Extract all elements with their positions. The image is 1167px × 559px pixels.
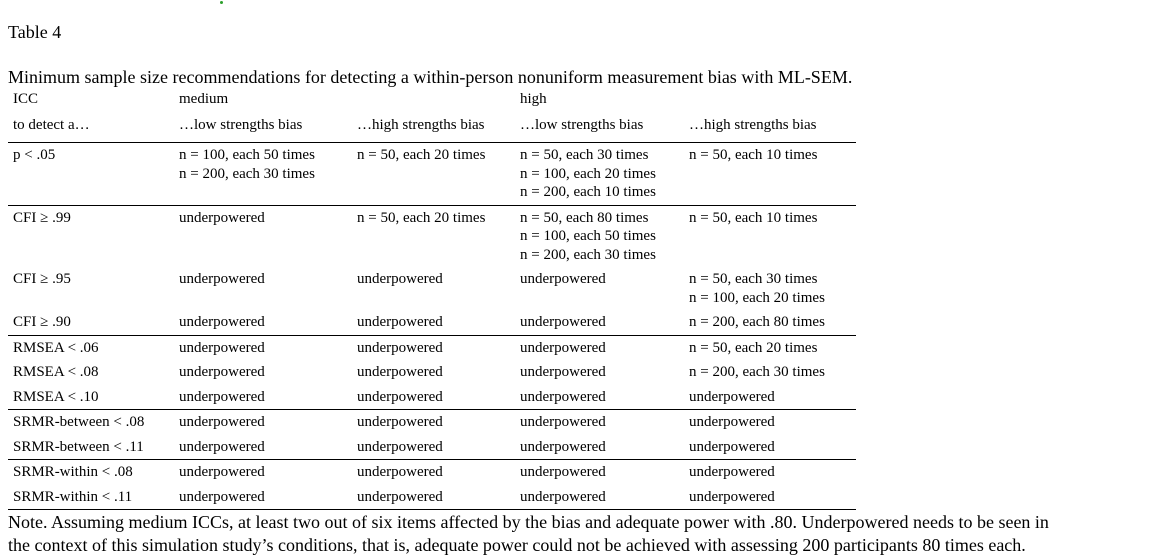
cell-line: n = 100, each 20 times <box>520 165 656 182</box>
cell-line: n = 50, each 30 times <box>520 147 649 163</box>
header-icc: ICC <box>13 91 39 107</box>
cell-line: underpowered <box>179 414 265 430</box>
cell-line: n = 50, each 10 times <box>689 209 818 226</box>
cell-medium-high <box>357 435 520 460</box>
cell-high-low <box>520 435 689 460</box>
cell-line: underpowered <box>689 388 775 405</box>
cell-criterion: CFI ≥ .90 <box>8 310 179 335</box>
cell-medium-high <box>357 310 520 335</box>
cell-line: n = 200, each 10 times <box>520 184 656 200</box>
cell-line: underpowered <box>689 414 775 430</box>
table-row <box>8 335 856 360</box>
cell-medium-low <box>179 143 357 206</box>
table-row <box>8 360 856 385</box>
cell-line: n = 200, each 30 times <box>179 165 315 182</box>
cell-line: underpowered <box>689 438 775 455</box>
cell-medium-high <box>357 143 520 206</box>
cell-line: underpowered <box>357 314 443 330</box>
table-row <box>8 435 856 460</box>
table-caption: Minimum sample size recommendations for detecting a within-person nonuniform measurement bias with ML-SEM. <box>8 67 853 87</box>
table-note <box>8 511 1167 557</box>
header-high-low: …low strengths bias <box>520 116 689 143</box>
cell-line: underpowered <box>357 364 443 380</box>
cell-criterion: SRMR-between < .11 <box>8 435 179 460</box>
cell-high-low <box>520 410 689 435</box>
cell-line: underpowered <box>520 314 606 330</box>
table-row <box>8 310 856 335</box>
cell-medium-high <box>357 360 520 385</box>
cell-criterion: p < .05 <box>8 143 179 206</box>
note-line-2: the context of this simulation study’s conditions, that is, adequate power could not be achieved with assessing 200 participants 80 times each. <box>8 535 1026 555</box>
cell-line: n = 50, each 20 times <box>689 339 818 356</box>
cell-high-low <box>520 360 689 385</box>
cell-high-low <box>520 385 689 410</box>
header-medium: medium <box>179 91 229 107</box>
cell-line: underpowered <box>520 464 606 480</box>
cell-criterion: RMSEA < .08 <box>13 364 99 380</box>
header-high-high: …high strengths bias <box>689 116 856 143</box>
cell-line: n = 100, each 20 times <box>689 289 825 306</box>
cell-line: n = 200, each 30 times <box>689 364 825 380</box>
header-row-1 <box>8 88 856 116</box>
cell-line: underpowered <box>520 414 606 430</box>
cell-line: underpowered <box>179 271 265 287</box>
cell-line: n = 50, each 20 times <box>357 209 486 226</box>
cell-high-high <box>689 267 856 310</box>
cell-medium-low <box>179 310 357 335</box>
cell-high-low <box>520 143 689 206</box>
header-medium-spacer <box>357 88 520 116</box>
header-medium-high: …high strengths bias <box>357 116 520 143</box>
cell-line: underpowered <box>520 364 606 380</box>
table-number: Table 4 <box>8 22 62 42</box>
sample-size-table <box>8 88 856 510</box>
cell-high-high <box>689 435 856 460</box>
cell-line: underpowered <box>520 271 606 287</box>
cell-high-low <box>520 267 689 310</box>
green-dot-mark <box>220 1 223 4</box>
cell-line: n = 50, each 80 times <box>520 209 649 226</box>
cell-line: n = 200, each 80 times <box>689 314 825 330</box>
cell-line: underpowered <box>520 388 606 405</box>
cell-line: underpowered <box>357 488 443 505</box>
cell-line: underpowered <box>179 464 265 480</box>
header-high: high <box>520 91 547 107</box>
cell-medium-low <box>179 460 357 485</box>
note-line-1: Note. Assuming medium ICCs, at least two out of six items affected by the bias and adequate power with .80. Underpowered needs to be seen in <box>8 512 1049 532</box>
table-row <box>8 143 856 206</box>
cell-line: underpowered <box>689 488 775 505</box>
table-row <box>8 485 856 510</box>
cell-high-high <box>689 310 856 335</box>
cell-line: underpowered <box>357 414 443 430</box>
cell-medium-high <box>357 205 520 267</box>
cell-medium-high <box>357 410 520 435</box>
cell-medium-high <box>357 385 520 410</box>
cell-high-high <box>689 360 856 385</box>
header-row-2 <box>8 116 856 143</box>
table-row <box>8 385 856 410</box>
cell-line: underpowered <box>179 364 265 380</box>
cell-medium-low <box>179 335 357 360</box>
cell-medium-low <box>179 360 357 385</box>
cell-high-low <box>520 310 689 335</box>
table-row <box>8 410 856 435</box>
cell-line: n = 100, each 50 times <box>520 228 656 244</box>
cell-criterion: RMSEA < .06 <box>13 339 99 356</box>
cell-line: underpowered <box>357 388 443 405</box>
table-row <box>8 205 856 267</box>
cell-medium-low <box>179 267 357 310</box>
cell-line: underpowered <box>179 209 265 226</box>
cell-line: n = 50, each 30 times <box>689 271 818 287</box>
cell-criterion: CFI ≥ .95 <box>13 271 71 287</box>
cell-high-high <box>689 385 856 410</box>
cell-line: underpowered <box>357 339 443 356</box>
cell-high-low <box>520 485 689 510</box>
cell-criterion: SRMR-within < .08 <box>13 464 133 480</box>
cell-medium-high <box>357 460 520 485</box>
cell-high-high <box>689 410 856 435</box>
cell-high-high <box>689 460 856 485</box>
cell-line: n = 50, each 10 times <box>689 147 818 163</box>
cell-criterion: SRMR-within < .11 <box>8 485 179 510</box>
cell-line: underpowered <box>689 464 775 480</box>
cell-line: underpowered <box>179 388 265 405</box>
cell-medium-low <box>179 485 357 510</box>
cell-criterion: SRMR-between < .08 <box>13 414 145 430</box>
header-to-detect: to detect a… <box>8 116 179 143</box>
cell-line: n = 100, each 50 times <box>179 147 315 163</box>
cell-line: n = 50, each 20 times <box>357 147 486 163</box>
cell-criterion: RMSEA < .10 <box>8 385 179 410</box>
table-row <box>8 267 856 310</box>
cell-medium-high <box>357 335 520 360</box>
table-row <box>8 460 856 485</box>
cell-medium-low <box>179 435 357 460</box>
cell-line: underpowered <box>357 464 443 480</box>
cell-line: underpowered <box>179 438 265 455</box>
cell-high-high <box>689 205 856 267</box>
cell-line: underpowered <box>357 271 443 287</box>
cell-high-low <box>520 460 689 485</box>
cell-high-high <box>689 335 856 360</box>
cell-line: n = 200, each 30 times <box>520 246 656 263</box>
cell-medium-low <box>179 410 357 435</box>
cell-line: underpowered <box>520 438 606 455</box>
cell-medium-low <box>179 205 357 267</box>
cell-high-high <box>689 143 856 206</box>
cell-criterion: CFI ≥ .99 <box>13 209 71 226</box>
cell-line: underpowered <box>520 339 606 356</box>
cell-line: underpowered <box>179 314 265 330</box>
cell-medium-low <box>179 385 357 410</box>
cell-line: underpowered <box>179 488 265 505</box>
cell-line: underpowered <box>357 438 443 455</box>
header-medium-low: …low strengths bias <box>179 116 357 143</box>
cell-medium-high <box>357 267 520 310</box>
cell-line: underpowered <box>520 488 606 505</box>
cell-high-low <box>520 335 689 360</box>
header-high-spacer <box>689 88 856 116</box>
cell-high-high <box>689 485 856 510</box>
cell-medium-high <box>357 485 520 510</box>
cell-high-low <box>520 205 689 267</box>
cell-line: underpowered <box>179 339 265 356</box>
